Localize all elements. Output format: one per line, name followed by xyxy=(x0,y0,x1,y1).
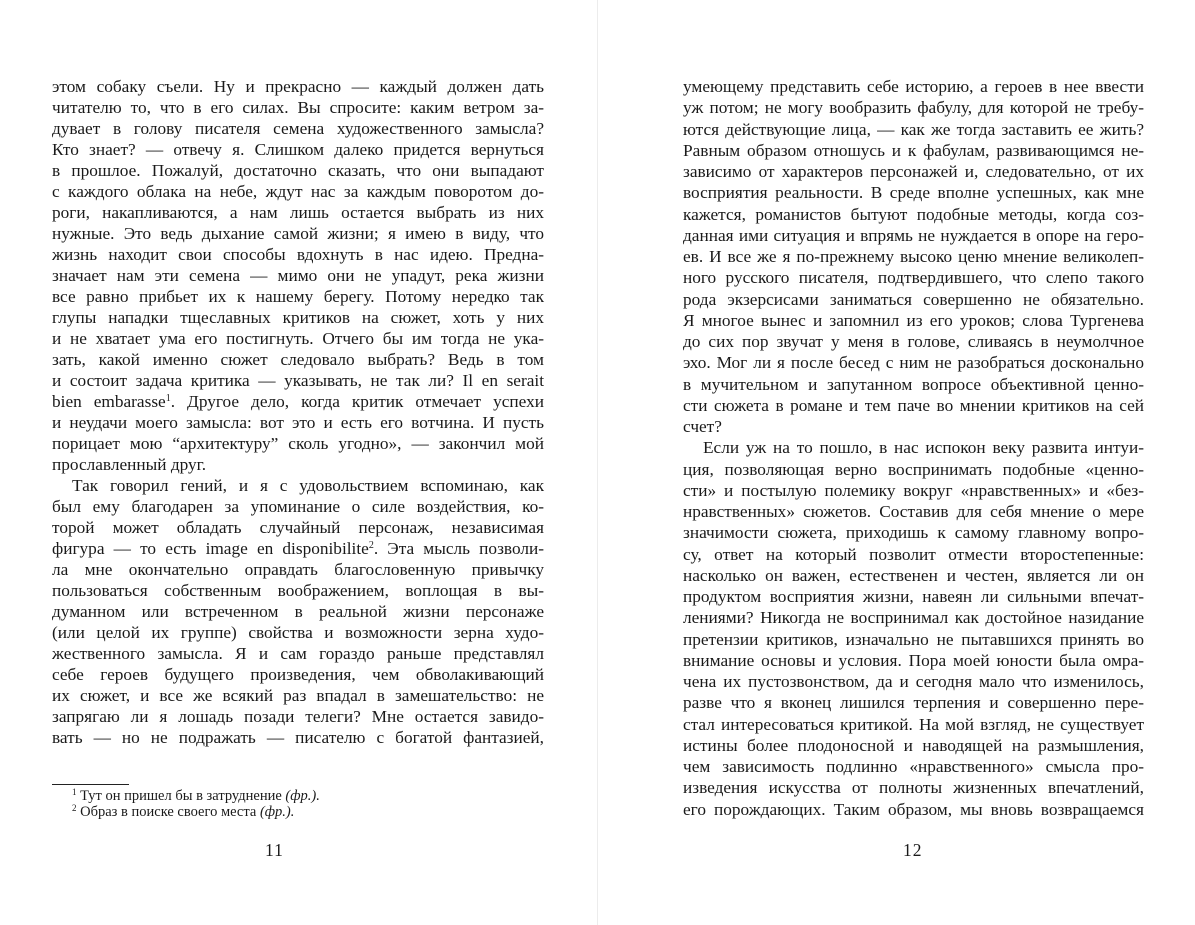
text-line: нужные. Это ведь дыхание самой жизни; я имею в виду, что xyxy=(52,224,544,243)
text-line: Кто знает? — отвечу я. Слишком далеко придется вернуться xyxy=(52,140,544,159)
footnote-ref: 1 xyxy=(165,393,171,404)
text-line: внимание основы и условия. Пора моей юности была омра- xyxy=(683,650,1144,670)
text-line: дувает в голову писателя семена художественного замысла? xyxy=(52,119,544,138)
text-line: ев. И все же я по-прежнему высоко ценю мнение великолеп- xyxy=(683,247,1144,266)
text-line: рода экзерсисами заниматься совершенно не обязательно. xyxy=(683,289,1144,309)
line-text: . Эта мысль позволи- xyxy=(373,539,544,558)
text-line: ются действующие лица, — как же тогда заставить ее жить? xyxy=(683,119,1144,139)
text-line: их сюжет, и все же всякий раз впадал в замешательство: не xyxy=(52,686,544,705)
text-line: стал интересоваться критикой. На мой взгляд, не существует xyxy=(683,714,1144,734)
footnote xyxy=(72,789,320,805)
text-line: в мучительном и запутанном вопросе объективной ценно- xyxy=(683,374,1144,394)
text-line: Если уж на то пошло, в нас испокон веку развита интуи- xyxy=(703,438,1144,458)
text-line: читателю то, что в его силах. Вы спросите: каким ветром за- xyxy=(52,98,544,117)
text-line: и не хватает ума его постигнуть. Отчего бы им тогда не ука- xyxy=(52,329,544,348)
footnote-ref: 2 xyxy=(368,540,374,551)
text-line: себе героев будущего произведения, чем обволакивающий xyxy=(52,665,544,684)
text-line: ция, позволяющая верно воспринимать подобные «ценно- xyxy=(683,459,1144,479)
text-line: роги, накапливаются, а нам лишь остается выбрать из них xyxy=(52,203,544,222)
text-line: чем зависимость подлинно «нравственного» смысла про- xyxy=(683,757,1144,776)
footnote xyxy=(72,802,320,821)
text-line: претензии критиков, изначально не пытавшихся принять во xyxy=(683,629,1144,649)
text-line: был ему благодарен за упоминание о силе воздействия, ко- xyxy=(52,497,544,516)
text-line xyxy=(52,538,544,559)
footnote-number: 1 xyxy=(72,787,77,797)
left-page-text xyxy=(52,76,544,748)
text-line: Я многое вынес и запомнил из его уроков; слова Тургенева xyxy=(683,310,1144,330)
text-line: думанном или встреченном в реальной жизни персонаже xyxy=(52,602,544,621)
text-line: Равным образом отношусь и к фабулам, развивающимся не- xyxy=(683,140,1144,160)
text-line: сти сюжета в романе и тем паче во мнении критиков на сей xyxy=(683,395,1144,415)
text-line: до сих пор звучат у меня в голове, сливаясь в неумолчное xyxy=(683,332,1144,351)
footnote-language: (фр.). xyxy=(259,803,295,820)
text-line: его порождающих. Таким образом, мы вновь возвращаемся xyxy=(683,799,1144,819)
text-line: и неудачи моего замысла: вот это и есть его вотчина. И пусть xyxy=(52,413,544,432)
text-line: нравственных» сюжетов. Составив для себя мнение о мере xyxy=(683,502,1144,521)
text-line: жизнь находит свои способы вдохнуть в нас идею. Предна- xyxy=(52,245,544,264)
text-line: ного русского писателя, подтвердившего, что слепо такого xyxy=(683,268,1144,288)
text-line xyxy=(52,391,544,412)
text-line: жественного замысла. Я и сам гораздо раньше представлял xyxy=(52,644,544,663)
text-line: и состоит задача критика — указывать, не так ли? Il en serait xyxy=(52,371,544,390)
text-line: значает нам эти семена — мимо они не упадут, река жизни xyxy=(52,266,544,285)
text-line: зависимо от характеров персонажей и, следовательно, от их xyxy=(683,162,1144,181)
footnotes xyxy=(72,789,320,820)
text-line: значимости сюжета, приходишь к самому главному вопро- xyxy=(683,523,1144,543)
line-text: фигура — то есть image en disponibilite xyxy=(52,539,369,558)
text-line: эхо. Мог ли я после бесед с ним не разобраться досконально xyxy=(683,353,1144,373)
text-line: лениями? Никогда не воспринимал как достойное назидание xyxy=(683,608,1144,628)
footnote-divider xyxy=(52,784,129,785)
text-line: восприятия реальности. В среде вполне успешных, как мне xyxy=(683,183,1144,203)
text-line: истины более плодоносной и наводящей на размышления, xyxy=(683,735,1144,755)
footnote-number: 2 xyxy=(72,802,77,813)
text-line: продуктом восприятия жизни, навеян ли сильными впечат- xyxy=(683,587,1144,606)
text-line: сти» и постылую полемику вокруг «нравственных» и «без- xyxy=(683,480,1144,500)
text-line: насколько он важен, естественен и честен, является ли он xyxy=(683,565,1144,585)
text-line: в прошлое. Пожалуй, достаточно сказать, что они выпадают xyxy=(52,161,544,180)
book-gutter xyxy=(597,0,598,925)
text-line: этом собаку съели. Ну и прекрасно — каждый должен дать xyxy=(52,77,544,96)
text-line: прославленный друг. xyxy=(52,455,207,474)
footnote-text: Тут он пришел бы в затруднение xyxy=(76,788,286,804)
text-line: глупы нападки тщеславных критиков на сюжет, хоть у них xyxy=(52,308,544,327)
text-line: (или целой их группе) свойства и возможности зерна худо- xyxy=(52,623,544,642)
text-line: порицает мою “архитектуру” сколь угодно», — закончил мой xyxy=(52,434,544,453)
line-text: bien embarasse xyxy=(52,392,166,411)
right-page-number: 12 xyxy=(903,840,923,860)
text-line: с каждого облака на небе, ждут нас за каждым поворотом до- xyxy=(52,182,544,201)
text-line: чена их пустозвонством, да и сегодня мало что изменилось, xyxy=(683,672,1144,691)
text-line: пользоваться собственным воображением, воплощая в вы- xyxy=(52,581,544,600)
text-line: су, ответ на который позволит отмести второстепенные: xyxy=(683,544,1144,564)
text-line: изведения искусства от полноты жизненных впечатлений, xyxy=(683,778,1144,798)
text-line: счет? xyxy=(683,417,722,436)
text-line: уж потом; не могу вообразить фабулу, для которой не требу- xyxy=(683,98,1144,118)
text-line: кажется, романистов бытуют подобные методы, когда соз- xyxy=(683,204,1144,224)
right-page-text xyxy=(683,76,1144,820)
text-line: все равно прибьет их к нашему берегу. Потому нередко так xyxy=(52,287,544,306)
text-line: вать — но не подражать — писателю с богатой фантазией, xyxy=(52,728,544,747)
text-line: разве что я вконец лишился терпения и совершенно пере- xyxy=(683,693,1144,713)
text-line: запрягаю ли я лошадь позади телеги? Мне остается завидо- xyxy=(52,707,544,726)
text-line: данная ими ситуация и впрямь не нуждается в опоре на геро- xyxy=(683,225,1144,245)
text-line: Так говорил гений, и я с удовольствием вспоминаю, как xyxy=(72,476,544,495)
line-text: . Другое дело, когда критик отмечает успехи xyxy=(170,392,544,411)
text-line: умеющему представить себе историю, а героев в нее ввести xyxy=(683,77,1144,96)
text-line: ла мне окончательно оправдать благословенную привычку xyxy=(52,560,544,579)
footnote-text: Образ в поиске своего места xyxy=(76,803,260,820)
left-page-number: 11 xyxy=(265,840,284,860)
text-line: торой может обладать случайный персонаж, независимая xyxy=(52,518,544,537)
text-line: зать, какой именно сюжет следовало выбрать? Ведь в том xyxy=(52,350,544,369)
footnote-language: (фр.). xyxy=(285,788,320,804)
